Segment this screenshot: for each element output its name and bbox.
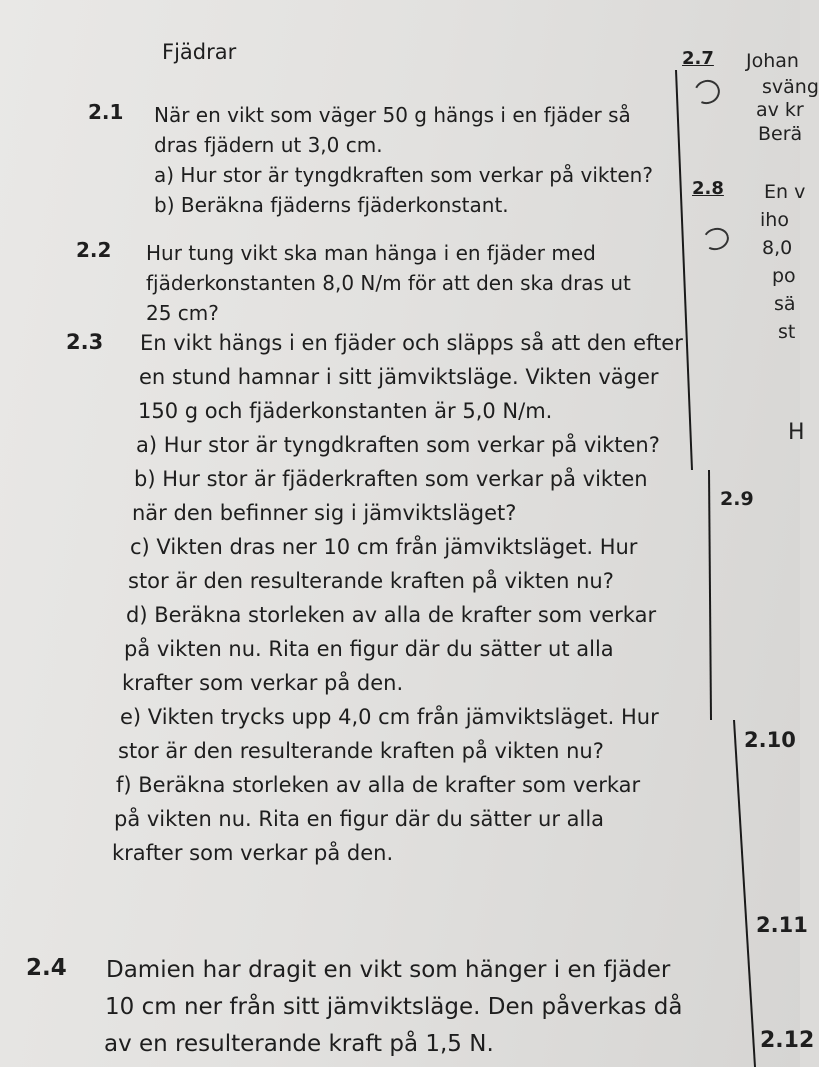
text-line: st bbox=[778, 321, 796, 343]
text-line: dras fjädern ut 3,0 cm. bbox=[154, 133, 383, 157]
text-line: När en vikt som väger 50 g hängs i en fjäder så bbox=[154, 103, 631, 127]
text-line: när den befinner sig i jämviktsläget? bbox=[132, 501, 517, 525]
text-line: fjäderkonstanten 8,0 N/m för att den ska dras ut bbox=[146, 271, 631, 295]
right-problem-2-7: 2.7 bbox=[682, 48, 714, 69]
right-problem-2-8-text bbox=[760, 178, 806, 346]
text-line: 25 cm? bbox=[146, 301, 219, 325]
text-line: b) Beräkna fjäderns fjäderkonstant. bbox=[154, 193, 509, 217]
text-line: f) Beräkna storleken av alla de krafter som verkar bbox=[116, 773, 641, 797]
section-heading: Fjädrar bbox=[162, 40, 237, 64]
text-line: Damien har dragit en vikt som hänger i en fjäder bbox=[106, 957, 671, 983]
right-problem-2-8: 2.8 bbox=[692, 178, 724, 199]
right-problem-2-11: 2.11 bbox=[756, 913, 808, 937]
text-line: krafter som verkar på den. bbox=[122, 671, 404, 695]
problem-number-2-4: 2.4 bbox=[26, 955, 67, 981]
text-line: på vikten nu. Rita en figur där du sätter ur alla bbox=[114, 807, 605, 831]
text-line: po bbox=[772, 265, 796, 287]
text-line: 10 cm ner från sitt jämviktsläge. Den påverkas då bbox=[105, 994, 683, 1020]
text-line: krafter som verkar på den. bbox=[112, 841, 394, 865]
text-line: Hur tung vikt ska man hänga i en fjäder med bbox=[146, 241, 596, 265]
text-line: sväng bbox=[762, 76, 819, 98]
text-line: a) Hur stor är tyngdkraften som verkar på vikten? bbox=[154, 163, 653, 187]
text-line: En vikt hängs i en fjäder och släpps så att den efter bbox=[140, 331, 683, 355]
text-line: En v bbox=[764, 181, 806, 203]
text-line: stor är den resulterande kraften på vikten nu? bbox=[128, 569, 614, 593]
text-line: 150 g och fjäderkonstanten är 5,0 N/m. bbox=[138, 399, 553, 423]
text-line: stor är den resulterande kraften på vikten nu? bbox=[118, 739, 604, 763]
right-problem-2-12: 2.12 bbox=[760, 1028, 815, 1053]
problem-number-2-2: 2.2 bbox=[76, 238, 112, 262]
right-problem-2-10: 2.10 bbox=[744, 728, 796, 752]
right-cut-letter: H bbox=[788, 420, 805, 445]
text-line: en stund hamnar i sitt jämviktsläge. Vikten väger bbox=[139, 365, 659, 389]
text-line: av kr bbox=[756, 99, 804, 121]
text-line: av en resulterande kraft på 1,5 N. bbox=[104, 1031, 494, 1057]
right-problem-2-7-text bbox=[746, 46, 819, 146]
text-line: på vikten nu. Rita en figur där du sätter ut alla bbox=[124, 637, 614, 661]
problem-number-2-3: 2.3 bbox=[66, 330, 104, 354]
text-line: 8,0 bbox=[762, 237, 793, 259]
text-line: iho bbox=[760, 209, 789, 231]
text-line: a) Hur stor är tyngdkraften som verkar på vikten? bbox=[136, 433, 660, 457]
text-line: e) Vikten trycks upp 4,0 cm från jämviktsläget. Hur bbox=[120, 705, 659, 729]
right-problem-2-9: 2.9 bbox=[720, 488, 754, 510]
text-line: Berä bbox=[758, 123, 803, 145]
text-line: sä bbox=[774, 293, 796, 315]
text-line: c) Vikten dras ner 10 cm från jämviktsläget. Hur bbox=[130, 535, 638, 559]
text-line: b) Hur stor är fjäderkraften som verkar på vikten bbox=[134, 467, 648, 491]
text-line: Johan bbox=[746, 50, 799, 72]
problem-number-2-1: 2.1 bbox=[88, 100, 124, 124]
text-line: d) Beräkna storleken av alla de krafter som verkar bbox=[126, 603, 657, 627]
